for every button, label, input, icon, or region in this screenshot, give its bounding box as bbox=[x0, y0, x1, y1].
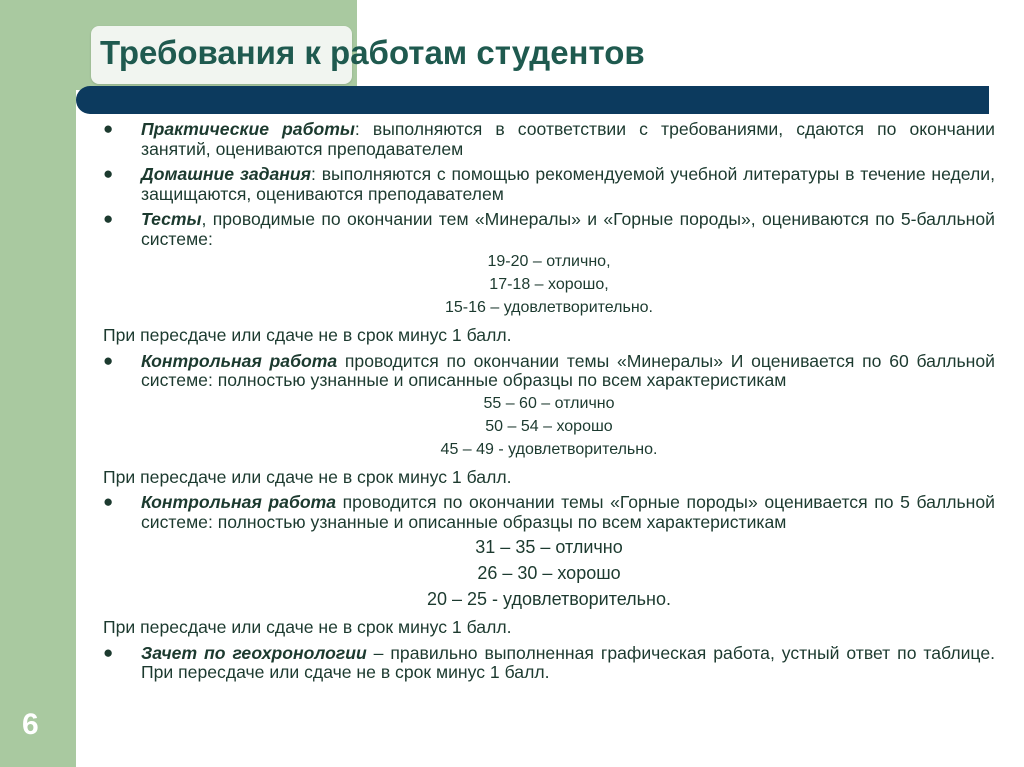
bullet-credit bbox=[103, 644, 995, 683]
text-control-rocks: проводится по окончании темы «Горные породы» оценивается по 5 балльной системе: полностью узнанные и описанные образцы по всем характеристикам bbox=[141, 492, 995, 532]
term-tests: Тесты bbox=[141, 209, 202, 229]
note-control-rocks: При пересдаче или сдаче не в срок минус 1 балл. bbox=[103, 617, 512, 637]
term-practical: Практические работы bbox=[141, 119, 355, 139]
term-control-rocks: Контрольная работа bbox=[141, 492, 337, 512]
grade-line: 31 – 35 – отлично bbox=[475, 537, 623, 557]
slide-title: Требования к работам студентов bbox=[100, 34, 645, 71]
bullet-tests bbox=[103, 210, 995, 249]
left-sidebar bbox=[0, 0, 76, 767]
grade-line: 17-18 – хорошо, bbox=[489, 276, 609, 293]
term-homework: Домашние задания bbox=[141, 164, 312, 184]
term-credit: Зачет по геохронологии bbox=[141, 642, 367, 663]
grade-line: 15-16 – удовлетворительно. bbox=[445, 299, 653, 316]
bullet-icon: ● bbox=[103, 492, 114, 511]
grade-line: 26 – 30 – хорошо bbox=[477, 563, 621, 583]
page-number: 6 bbox=[22, 708, 39, 741]
grade-line: 55 – 60 – отлично bbox=[483, 394, 615, 412]
grade-line: 45 – 49 - удовлетворительно. bbox=[440, 440, 658, 458]
text-control-minerals: проводится по окончании темы «Минералы» И оценивается по 60 балльной системе: полностью узнанные и описанные образцы по всем характеристикам bbox=[141, 350, 995, 390]
bullet-homework bbox=[103, 165, 995, 204]
grade-line: 50 – 54 – хорошо bbox=[485, 417, 613, 435]
note-tests: При пересдаче или сдаче не в срок минус 1 балл. bbox=[103, 325, 512, 345]
bullet-icon: ● bbox=[103, 642, 114, 662]
slide-content bbox=[103, 120, 995, 689]
grades-control-minerals bbox=[103, 394, 995, 460]
grade-line: 20 – 25 - удовлетворительно. bbox=[426, 589, 671, 609]
text-practical: : выполняются в соответствии с требованиями, сдаются по окончании занятий, оцениваются преподавателем bbox=[141, 119, 996, 159]
grades-control-rocks bbox=[103, 536, 995, 610]
note-control-minerals: При пересдаче или сдаче не в срок минус 1 балл. bbox=[103, 466, 512, 487]
bullet-icon: ● bbox=[103, 119, 114, 138]
text-tests: , проводимые по окончании тем «Минералы» и «Горные породы», оцениваются по 5-балльной системе: bbox=[141, 209, 995, 249]
bullet-control-minerals bbox=[103, 352, 995, 391]
bullet-icon: ● bbox=[103, 350, 114, 370]
text-credit: – правильно выполненная графическая работа, устный ответ по таблице. При пересдаче или сдаче не в срок минус 1 балл. bbox=[141, 642, 995, 682]
term-control-minerals: Контрольная работа bbox=[141, 350, 338, 371]
bullet-practical bbox=[103, 120, 995, 159]
text-homework: : выполняются с помощью рекомендуемой учебной литературы в течение недели, защищаются, оцениваются преподавателем bbox=[141, 164, 995, 204]
bullet-control-rocks bbox=[103, 493, 995, 532]
bullet-icon: ● bbox=[103, 164, 114, 183]
grade-line: 19-20 – отлично, bbox=[487, 253, 611, 270]
grades-tests bbox=[103, 252, 995, 318]
bullet-icon: ● bbox=[103, 209, 114, 228]
title-underline-bar bbox=[76, 86, 989, 114]
